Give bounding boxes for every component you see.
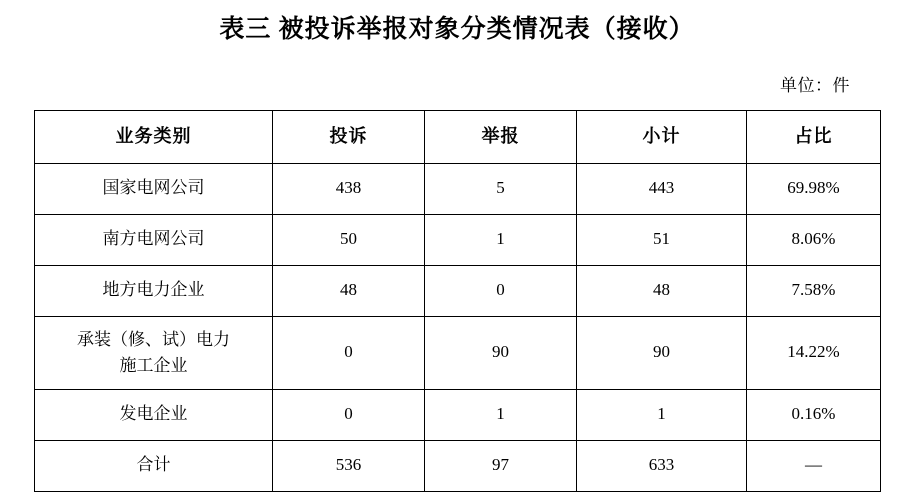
column-header-category: 业务类别	[35, 110, 273, 163]
cell-subtotal: 1	[577, 389, 747, 440]
cell-share: 8.06%	[747, 214, 881, 265]
table-total-row	[35, 440, 881, 491]
table-header-row	[35, 110, 881, 163]
cell-complaints: 0	[273, 316, 425, 389]
cell-reports: 1	[425, 214, 577, 265]
cell-category: 南方电网公司	[35, 214, 273, 265]
cell-category: 发电企业	[35, 389, 273, 440]
cell-complaints: 48	[273, 265, 425, 316]
cell-category-line2: 施工企业	[119, 355, 188, 375]
cell-reports: 1	[425, 389, 577, 440]
column-header-share: 占比	[747, 110, 881, 163]
cell-share: —	[747, 440, 881, 491]
cell-subtotal: 51	[577, 214, 747, 265]
cell-share: 69.98%	[747, 163, 881, 214]
cell-subtotal: 48	[577, 265, 747, 316]
column-header-subtotal: 小计	[577, 110, 747, 163]
table-container	[0, 96, 914, 492]
table-row	[35, 316, 881, 389]
table-row	[35, 163, 881, 214]
cell-category: 国家电网公司	[35, 163, 273, 214]
table-row	[35, 214, 881, 265]
cell-category-line1: 承装（修、试）电力	[77, 330, 230, 349]
cell-category: 合计	[35, 440, 273, 491]
table-row	[35, 265, 881, 316]
cell-share: 0.16%	[747, 389, 881, 440]
cell-subtotal: 633	[577, 440, 747, 491]
cell-share: 7.58%	[747, 265, 881, 316]
cell-subtotal: 90	[577, 316, 747, 389]
cell-subtotal: 443	[577, 163, 747, 214]
page-title: 表三 被投诉举报对象分类情况表（接收）	[219, 16, 695, 43]
cell-category	[35, 316, 273, 389]
statistics-table	[34, 110, 881, 492]
column-header-complaints: 投诉	[273, 110, 425, 163]
table-row	[35, 389, 881, 440]
cell-complaints: 50	[273, 214, 425, 265]
unit-note: 单位：件	[780, 75, 850, 95]
cell-share: 14.22%	[747, 316, 881, 389]
cell-complaints: 0	[273, 389, 425, 440]
cell-reports: 97	[425, 440, 577, 491]
cell-complaints: 536	[273, 440, 425, 491]
cell-complaints: 438	[273, 163, 425, 214]
cell-reports: 90	[425, 316, 577, 389]
cell-reports: 5	[425, 163, 577, 214]
cell-category: 地方电力企业	[35, 265, 273, 316]
cell-reports: 0	[425, 265, 577, 316]
column-header-reports: 举报	[425, 110, 577, 163]
